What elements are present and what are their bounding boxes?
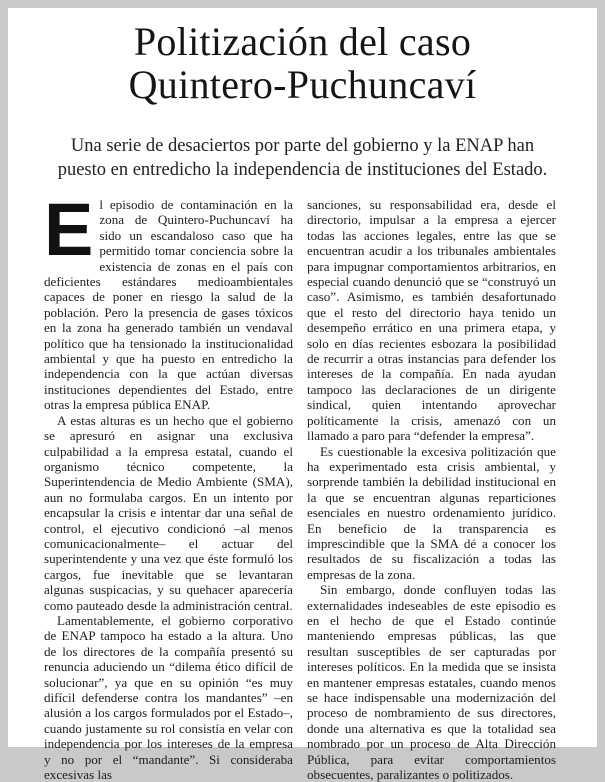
column-right: [307, 197, 556, 782]
subheadline: [40, 134, 565, 182]
paragraph: Es cuestionable la excesiva politización que ha experimentado esta crisis ambiental, y sorprende también la debilidad institucional en la que se encuentran algunas reparticiones esenciales en nuestro ordenamiento jurídico. En beneficio de la transparencia es imprescindible que la SMA dé a conocer los resultados de su fiscalización a todas las empresas de la zona.: [307, 443, 556, 582]
subheadline-line-1: Una serie de desaciertos por parte del gobierno y la ENAP han: [70, 136, 535, 156]
paragraph: A estas alturas es un hecho que el gobierno se apresuró en asignar una exclusiva culpabilidad a la empresa estatal, cuando el organismo técnico competente, la Superintendencia de Medio Ambiente (SMA), aun no formulaba cargos. En un intento por encapsular la crisis e intentar dar una señal de control, el ejecutivo condicionó –al menos comunicacionalmente– el actuar del superintendente y una vez que éste formuló los cargos, fue inevitable que se levantaran algunas suspicacias, y su quehacer aparecería como pauteado desde la administración central.: [44, 412, 293, 613]
headline-line-2: Quintero-Puchuncaví: [128, 62, 477, 107]
drop-cap: E: [44, 188, 94, 271]
column-left: [44, 188, 293, 782]
paragraph-text: l episodio de contaminación en la zona de Quintero-Puchuncaví ha sido un escandaloso caso que ha permitido tomar conciencia sobre la existencia de zonas en el país con deficientes estándares medioambientales capaces de poner en riesgo la salud de la población. Pero la presencia de gases tóxicos en la zona ha generado también un vendaval político que ha tensionado la institucionalidad ambiental y que ha puesto en entredicho la independencia con la que actúan diversas instituciones dependientes del Estado, entre otras la empresa pública ENAP.: [44, 197, 293, 413]
article-body: [44, 188, 556, 782]
paragraph: Sin embargo, donde confluyen todas las externalidades indeseables de este episodio es en el hecho de que el Estado continúe manteniendo empresas públicas, las que resultan susceptibles de ser capturadas por intereses políticos. En la medida que se insista en mantener empresas estatales, cuando menos se hace indispensable una modernización del proceso de nombramiento de sus directores, donde una alternativa es que la totalidad sea nombrado por un proceso de Alta Dirección Pública, para evitar comportamientos obsecuentes, paralizantes o politizados.: [307, 582, 556, 782]
paragraph: Lamentablemente, el gobierno corporativo de ENAP tampoco ha estado a la altura. Uno de los directores de la compañía presentó su renuncia aduciendo un “dilema ético difícil de solucionar”, ya que en su opinión “es muy difícil defenderse contra los mandantes” –en alusión a los cargos formulados por el Estado–, cuando justamente su rol consistía en velar con independencia por los intereses de la empresa y no por el “mandante”. Si consideraba excesivas las: [44, 612, 293, 782]
subheadline-line-2: puesto en entredicho la independencia de instituciones del Estado.: [57, 160, 548, 180]
paragraph: [44, 188, 293, 413]
headline: [26, 20, 579, 106]
headline-line-1: Politización del caso: [133, 19, 472, 64]
paragraph: sanciones, su responsabilidad era, desde el directorio, impulsar a la empresa a ejercer todas las acciones legales, entre las que se encuentran acudir a los tribunales ambientales para impugnar comportamientos arbitrarios, en especial cuando denunció que se “construyó un caso”. Asimismo, es también desafortunado que el resto del directorio haya tenido un desempeño errático en una primera etapa, y solo en días recientes esbozara la posibilidad de recurrir a otras instancias para defender los intereses de la compañía. En nada ayudan tampoco las declaraciones de un dirigente sindical, quien intentando aprovechar políticamente la crisis, amenazó con un llamado a paro para “defender la empresa”.: [307, 197, 556, 444]
